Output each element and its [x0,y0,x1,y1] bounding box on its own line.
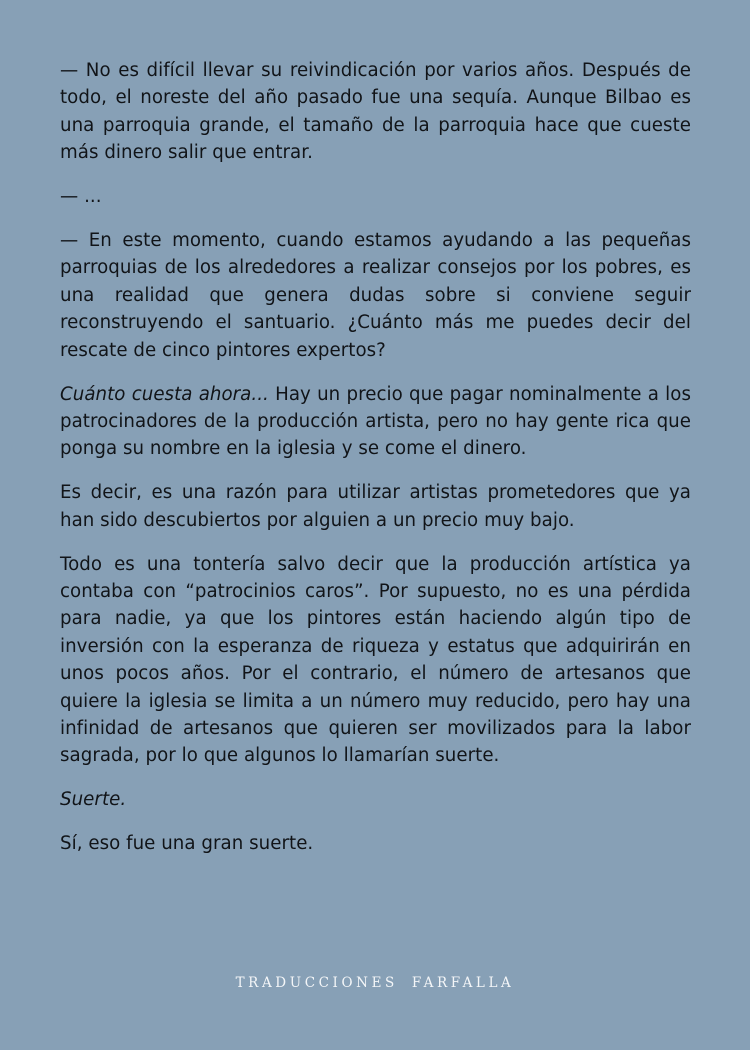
paragraph: — ... [60,186,102,208]
page-body [60,57,691,874]
footer-word-2: FARFALLA [411,975,515,991]
footer-word-1: TRADUCCIONES [235,975,398,991]
paragraph: — No es difícil llevar su reivindicación por varios años. Después de todo, el noreste del año pasado fue una sequía. Aunque Bilbao es una parroquia grande, el tamaño de la parroquia hace que cueste más dinero salir que entrar. [60,60,691,164]
paragraph-text: Hay un precio que pagar nominalmente a los patrocinadores de la producción artista, pero no hay gente rica que ponga su nombre en la iglesia y se come el dinero. [60,383,691,460]
paragraph [60,786,691,813]
paragraph: Sí, eso fue una gran suerte. [60,833,314,855]
italic-phrase: Cuánto cuesta ahora... [60,383,269,405]
italic-paragraph: Suerte. [60,789,127,811]
publisher-footer [0,975,750,991]
paragraph: Es decir, es una razón para utilizar artistas prometedores que ya han sido descubiertos por alguien a un precio muy bajo. [60,482,691,531]
paragraph [60,381,691,463]
paragraph: — En este momento, cuando estamos ayudando a las pequeñas parroquias de los alrededores a realizar consejos por los pobres, es una realidad que genera dudas sobre si conviene seguir reconstruyendo el santuario. ¿Cuánto más me puedes decir del rescate de cinco pintores expertos? [60,230,691,361]
paragraph: Todo es una tontería salvo decir que la producción artística ya contaba con “patrocinios caros”. Por supuesto, no es una pérdida para nadie, ya que los pintores están haciendo algún tipo de inversión con la esperanza de riqueza y estatus que adquirirán en unos pocos años. Por el contrario, el número de artesanos que quiere la iglesia se limita a un número muy reducido, pero hay una infinidad de artesanos que quieren ser movilizados para la labor sagrada, por lo que algunos lo llamarían suerte. [60,553,691,767]
